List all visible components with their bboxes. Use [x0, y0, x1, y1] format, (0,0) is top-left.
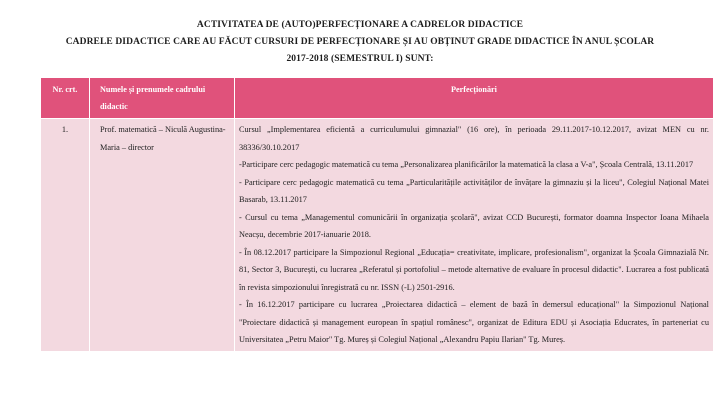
training-item: - În 08.12.2017 participare la Simpozionul Regional „Educația= creativitate, implicare, profesionalism", organizat la Școala Gimnazială Nr. 81, Sector 3, București, cu lucrarea „Referatul și portofoliul – metode alternative de evaluare în procesul didactic". Lucrarea a fost publicată în revista simpozionului înregistrată cu nr. ISSN (-L) 2501-2916. [239, 247, 709, 292]
title-line-3: 2017-2018 (SEMESTRUL I) SUNT: [286, 54, 434, 64]
training-item: - Cursul cu tema „Managementul comunicării în organizația școlară", avizat CCD București, formator doamna Inspector Ioana Mihaela Neacșu, decembrie 2017-ianuarie 2018. [239, 212, 709, 239]
cell-name: Prof. matematică – Niculă Augustina-Maria – director [90, 119, 235, 352]
training-table [40, 77, 714, 352]
training-item: - În 16.12.2017 participare cu lucrarea „Proiectarea didactică – element de bază în demersul educațional" la Simpozionul Național "Proiectare didactică și management european în spațiul românesc", organizat de Editura EDU și Asociația Educrates, în parteneriat cu Universitatea „Petru Maior" Tg. Mureș și Colegiul Național „Alexandru Papiu Ilarian" Tg. Mureș. [239, 300, 709, 344]
header-nr: Nr. crt. [41, 78, 90, 119]
training-item: Cursul „Implementarea eficientă a curriculumului gimnazial" (16 ore), în perioada 29.11.2017-10.12.2017, avizat MEN cu nr. 38336/30.10.2017 [239, 125, 709, 152]
header-name: Numele și prenumele cadrului didactic [90, 78, 235, 119]
table-header-row [41, 78, 714, 119]
training-item: -Participare cerc pedagogic matematică cu tema „Personalizarea planificărilor la matematică la clasa a V-a", Școala Centrală, 13.11.2017 [239, 160, 694, 169]
cell-trainings [235, 119, 714, 352]
training-item: - Participare cerc pedagogic matematică cu tema „Particularitățile activităților de învățare la gimnaziu și la liceu", Colegiul Național Matei Basarab, 13.11.2017 [239, 177, 709, 204]
title-line-1: ACTIVITATEA DE (AUTO)PERFECȚIONARE A CADRELOR DIDACTICE [196, 20, 524, 30]
header-trainings: Perfecționări [235, 78, 714, 119]
title-line-2: CADRELE DIDACTICE CARE AU FĂCUT CURSURI DE PERFECȚIONARE ȘI AU OBȚINUT GRADE DIDACTICE ÎN ANUL ȘCOLAR [65, 37, 655, 47]
table-row [41, 119, 714, 352]
cell-nr: 1. [41, 119, 90, 352]
